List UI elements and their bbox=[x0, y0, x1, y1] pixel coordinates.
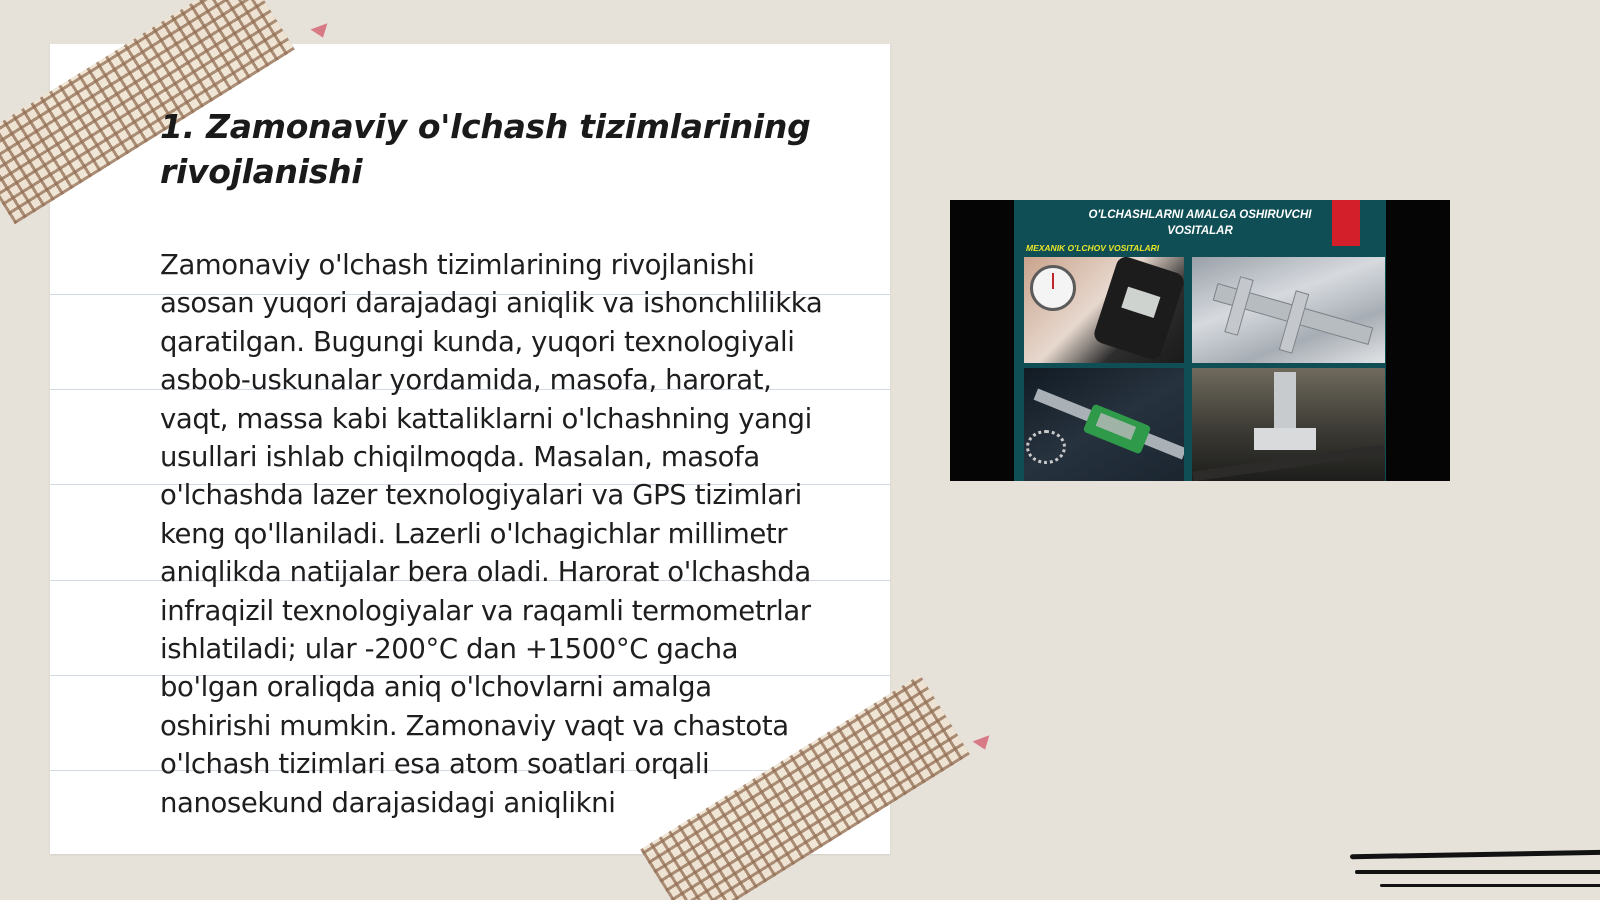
vernier-caliper-photo bbox=[1192, 257, 1385, 363]
brush-stroke bbox=[1355, 870, 1600, 874]
image-heading bbox=[1014, 207, 1386, 239]
depth-gauge-photo bbox=[1192, 368, 1385, 481]
tape-tab-icon bbox=[972, 735, 993, 752]
digital-caliper-photo bbox=[1024, 368, 1184, 481]
gauge-icon bbox=[1030, 265, 1076, 311]
slide-body-text: Zamonaviy o'lchash tizimlarining rivojlanishi asosan yuqori darajadagi aniqlik va ishonchlilikka qaratilgan. Bugungi kunda, yuqori texnologiyali asbob-uskunalar yordamida, masofa, harorat, vaqt, massa kabi kattaliklarni o'lchashning yangi usullari ishlab chiqilmoqda. Masalan, masofa o'lchashda lazer texnologiyalari va GPS tizimlari keng qo'llaniladi. Lazerli o'lchagichlar millimetr aniqlikda natijalar bera oladi. Harorat o'lchashda infraqizil texnologiyalar va raqamli termometrlar ishlatiladi; ular -200°C dan +1500°C gacha bo'lgan oraliqda aniq o'lchovlarni amalga oshirishi mumkin. Zamonaviy vaqt va chastota o'lchash tizimlari esa atom soatlari orqali nanosekund darajasidagi aniqlikni bbox=[160, 249, 823, 819]
chain-icon bbox=[1026, 430, 1066, 464]
digital-caliper-icon bbox=[1083, 403, 1152, 454]
red-flag-shape bbox=[1332, 200, 1360, 246]
measuring-tools-image bbox=[950, 200, 1450, 481]
image-panel bbox=[1014, 200, 1386, 481]
pressure-cuff-icon bbox=[1092, 257, 1184, 362]
image-subheading: MEXANIK O'LCHOV VOSITALARI bbox=[1026, 243, 1160, 253]
tape-tab-icon bbox=[310, 23, 331, 40]
brush-stroke bbox=[1350, 850, 1600, 860]
brush-stroke bbox=[1380, 884, 1600, 887]
image-heading-line: O'LCHASHLARNI AMALGA OSHIRUVCHI bbox=[1088, 209, 1312, 221]
image-heading-line: VOSITALAR bbox=[1167, 225, 1233, 237]
slide-title: 1. Zamonaviy o'lchash tizimlarining rivojlanishi bbox=[160, 107, 811, 191]
blood-pressure-gauge-photo bbox=[1024, 257, 1184, 363]
